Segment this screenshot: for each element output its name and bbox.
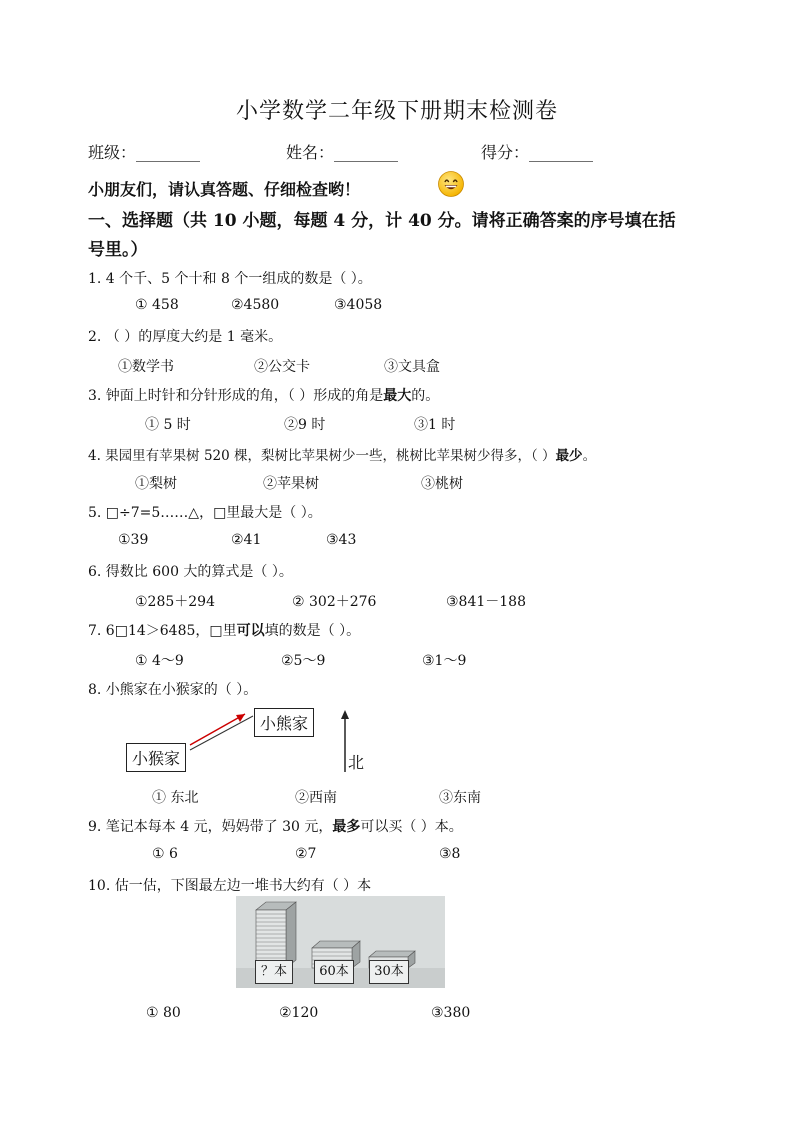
question-3-end: 的。 (411, 388, 440, 404)
score-field: 得分：________ (481, 143, 594, 162)
question-2: 2. （ ）的厚度大约是 1 毫米。 (88, 329, 283, 345)
name-field: 姓名：________ (286, 143, 399, 162)
q8-option-1: ① 东北 (152, 790, 199, 806)
smile-emoji-icon (437, 170, 465, 198)
q3-option-1: ① 5 时 (145, 417, 191, 433)
books-photo (236, 896, 445, 988)
question-9-text: 9. 笔记本每本 4 元，妈妈带了 30 元， (88, 819, 333, 835)
q4-option-1: ①梨树 (135, 476, 177, 492)
q3-option-2: ②9 时 (284, 417, 326, 433)
book-label-30: 30本 (369, 960, 409, 984)
q10-option-1: ① 80 (146, 1005, 181, 1021)
q9-option-3: ③8 (439, 846, 461, 862)
class-field: 班级：________ (88, 143, 201, 162)
q7-option-3: ③1～9 (422, 653, 467, 669)
q4-option-3: ③桃树 (421, 476, 463, 492)
question-4-end: 。 (582, 448, 597, 464)
question-4-text: 4. 果园里有苹果树 520 棵，梨树比苹果树少一些，桃树比苹果树少得多，（ ） (88, 448, 556, 464)
q8-option-3: ③东南 (439, 790, 481, 806)
grey-direction-line (190, 716, 253, 750)
q10-option-3: ③380 (431, 1005, 471, 1021)
q5-option-1: ①39 (118, 532, 149, 548)
bear-home-box: 小熊家 (254, 708, 314, 737)
question-3-emphasis: 最大 (383, 388, 412, 404)
question-1: 1. 4 个千、5 个十和 8 个一组成的数是（ ）。 (88, 271, 372, 287)
tall-book-stack (256, 902, 296, 968)
question-9-emphasis: 最多 (332, 819, 361, 835)
question-3 (88, 385, 439, 405)
question-8: 8. 小熊家在小猴家的（ ）。 (88, 682, 258, 698)
question-9-end: 可以买（ ）本。 (360, 819, 463, 835)
north-label: 北 (348, 753, 365, 772)
question-7-emphasis: 可以 (236, 623, 265, 639)
q4-option-2: ②苹果树 (263, 476, 319, 492)
section-heading-line2: 号里。） (88, 240, 148, 260)
q1-option-2: ②4580 (231, 297, 280, 313)
book-label-60: 60本 (314, 960, 354, 984)
north-arrowhead-icon (341, 710, 349, 719)
q5-option-2: ②41 (231, 532, 262, 548)
q6-option-1: ①285＋294 (135, 594, 215, 610)
q7-option-2: ②5～9 (281, 653, 326, 669)
question-6: 6. 得数比 600 大的算式是（ ）。 (88, 564, 293, 580)
question-4 (88, 444, 596, 464)
q9-option-1: ① 6 (152, 846, 178, 862)
q3-option-3: ③1 时 (414, 417, 456, 433)
monkey-home-box: 小猴家 (126, 743, 186, 772)
section-heading-line1: 一、选择题（共 10 小题，每题 4 分，计 40 分。请将正确答案的序号填在括 (88, 211, 676, 231)
page-title: 小学数学二年级下册期末检测卷 (235, 99, 558, 124)
q6-option-3: ③841－188 (446, 594, 526, 610)
question-5: 5. □÷7=5……△，□里最大是（ ）。 (88, 505, 322, 521)
book-label-unknown: ？本 (255, 960, 293, 984)
question-7-text: 7. 6□14＞6485，□里 (88, 623, 237, 639)
q1-option-3: ③4058 (334, 297, 383, 313)
question-9 (88, 816, 463, 836)
q2-option-3: ③文具盒 (384, 359, 440, 375)
q1-option-1: ① 458 (135, 297, 179, 313)
q6-option-2: ② 302＋276 (292, 594, 377, 610)
question-3-text: 3. 钟面上时针和分针形成的角，（ ）形成的角是 (88, 388, 384, 404)
q8-option-2: ②西南 (295, 790, 337, 806)
q5-option-3: ③43 (326, 532, 357, 548)
question-4-emphasis: 最少 (555, 448, 583, 464)
red-direction-arrow (190, 714, 245, 745)
q2-option-1: ①数学书 (118, 359, 174, 375)
q7-option-1: ① 4～9 (135, 653, 184, 669)
greeting: 小朋友们，请认真答题、仔细检查哟！ (88, 180, 361, 199)
question-7 (88, 620, 360, 640)
question-7-end: 填的数是（ ）。 (264, 623, 361, 639)
question-10: 10. 估一估，下图最左边一堆书大约有（ ）本 (88, 878, 372, 894)
q10-option-2: ②120 (279, 1005, 319, 1021)
q9-option-2: ②7 (295, 846, 317, 862)
q2-option-2: ②公交卡 (254, 359, 310, 375)
